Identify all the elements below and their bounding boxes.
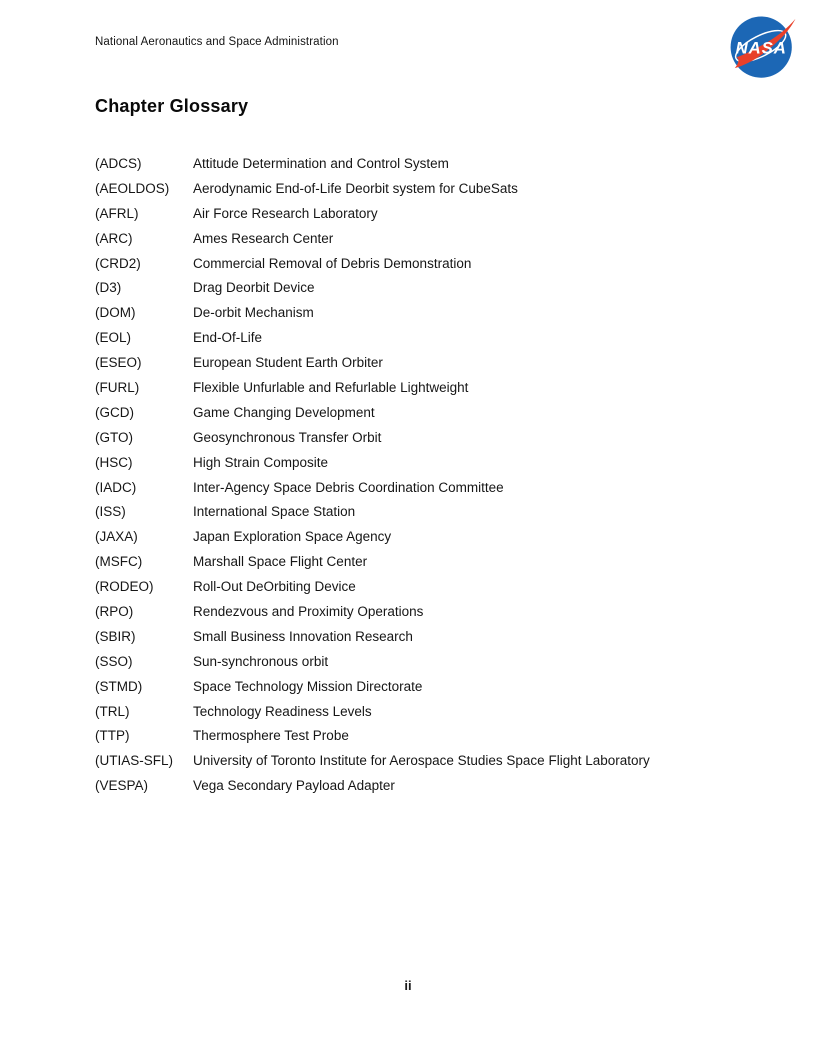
glossary-acronym: (JAXA) — [95, 529, 138, 545]
glossary-acronym: (EOL) — [95, 330, 132, 346]
glossary-acronym: (RPO) — [95, 603, 134, 619]
glossary-row — [95, 574, 776, 599]
glossary-row — [95, 723, 776, 748]
glossary-acronym: (ARC) — [95, 230, 133, 246]
glossary-definition: Air Force Research Laboratory — [193, 205, 378, 221]
glossary-definition: International Space Station — [193, 504, 356, 520]
glossary-definition: European Student Earth Orbiter — [193, 355, 383, 371]
glossary-row — [95, 674, 776, 699]
glossary-acronym: (HSC) — [95, 454, 133, 470]
glossary-row — [95, 325, 776, 350]
glossary-definition: Marshall Space Flight Center — [193, 554, 368, 570]
glossary-acronym: (ISS) — [95, 504, 126, 520]
glossary-definition: University of Toronto Institute for Aerospace Studies Space Flight Laboratory — [193, 753, 650, 769]
glossary-acronym: (IADC) — [95, 479, 137, 495]
glossary-row — [95, 475, 776, 500]
glossary-acronym: (AFRL) — [95, 205, 139, 221]
glossary-row — [95, 524, 776, 549]
nasa-logo-text: NASA — [735, 38, 787, 58]
glossary-row — [95, 176, 776, 201]
glossary-row — [95, 699, 776, 724]
glossary-row — [95, 748, 776, 773]
glossary-definition: Thermosphere Test Probe — [193, 728, 349, 744]
glossary-acronym: (TRL) — [95, 703, 130, 719]
glossary-definition: De-orbit Mechanism — [193, 305, 314, 321]
glossary-definition: Space Technology Mission Directorate — [193, 678, 423, 694]
glossary-acronym: (STMD) — [95, 678, 143, 694]
glossary-row — [95, 450, 776, 475]
glossary-row — [95, 624, 776, 649]
glossary-acronym: (CRD2) — [95, 255, 141, 271]
glossary-acronym: (GCD) — [95, 404, 134, 420]
glossary-row — [95, 375, 776, 400]
glossary-acronym: (DOM) — [95, 305, 136, 321]
glossary-definition: Inter-Agency Space Debris Coordination Committee — [193, 479, 504, 495]
glossary-acronym: (SBIR) — [95, 628, 136, 644]
glossary-definition: Japan Exploration Space Agency — [193, 529, 392, 545]
glossary-definition: High Strain Composite — [193, 454, 329, 470]
glossary-definition: Geosynchronous Transfer Orbit — [193, 429, 382, 445]
glossary-acronym: (FURL) — [95, 379, 140, 395]
glossary-definition: Small Business Innovation Research — [193, 628, 413, 644]
glossary-row — [95, 649, 776, 674]
glossary-definition: End-Of-Life — [193, 330, 263, 346]
glossary-acronym: (GTO) — [95, 429, 133, 445]
agency-name-text: National Aeronautics and Space Administration — [95, 36, 339, 48]
glossary-row — [95, 201, 776, 226]
glossary-acronym: (RODEO) — [95, 579, 154, 595]
glossary-acronym: (ESEO) — [95, 355, 142, 371]
glossary-acronym: (TTP) — [95, 728, 130, 744]
glossary-definition: Roll-Out DeOrbiting Device — [193, 579, 356, 595]
glossary-row — [95, 300, 776, 325]
glossary-definition: Aerodynamic End-of-Life Deorbit system for CubeSats — [193, 180, 518, 196]
glossary-row — [95, 773, 776, 798]
glossary-acronym: (ADCS) — [95, 155, 142, 171]
page-number: ii — [404, 978, 412, 993]
glossary-definition: Rendezvous and Proximity Operations — [193, 603, 424, 619]
glossary-acronym: (MSFC) — [95, 554, 143, 570]
glossary-definition: Ames Research Center — [193, 230, 334, 246]
glossary-row — [95, 425, 776, 450]
glossary-acronym: (D3) — [95, 280, 122, 296]
glossary-row — [95, 499, 776, 524]
glossary-definition: Sun-synchronous orbit — [193, 653, 329, 669]
glossary-definition: Flexible Unfurlable and Refurlable Lightweight — [193, 379, 469, 395]
glossary-row — [95, 599, 776, 624]
glossary-row — [95, 275, 776, 300]
glossary-row — [95, 350, 776, 375]
glossary-definition: Game Changing Development — [193, 404, 375, 420]
glossary-row — [95, 549, 776, 574]
glossary-acronym: (SSO) — [95, 653, 133, 669]
glossary-row — [95, 226, 776, 251]
page-title: Chapter Glossary — [95, 96, 249, 116]
glossary-list — [95, 151, 776, 798]
glossary-definition: Attitude Determination and Control System — [193, 155, 449, 171]
glossary-definition: Commercial Removal of Debris Demonstration — [193, 255, 472, 271]
glossary-acronym: (AEOLDOS) — [95, 180, 170, 196]
glossary-definition: Vega Secondary Payload Adapter — [193, 778, 395, 794]
glossary-definition: Drag Deorbit Device — [193, 280, 315, 296]
nasa-logo-icon — [727, 14, 799, 79]
glossary-acronym: (UTIAS-SFL) — [95, 753, 174, 769]
glossary-acronym: (VESPA) — [95, 778, 149, 794]
glossary-row — [95, 400, 776, 425]
glossary-row — [95, 251, 776, 276]
glossary-row — [95, 151, 776, 176]
glossary-definition: Technology Readiness Levels — [193, 703, 372, 719]
document-header — [95, 36, 796, 49]
